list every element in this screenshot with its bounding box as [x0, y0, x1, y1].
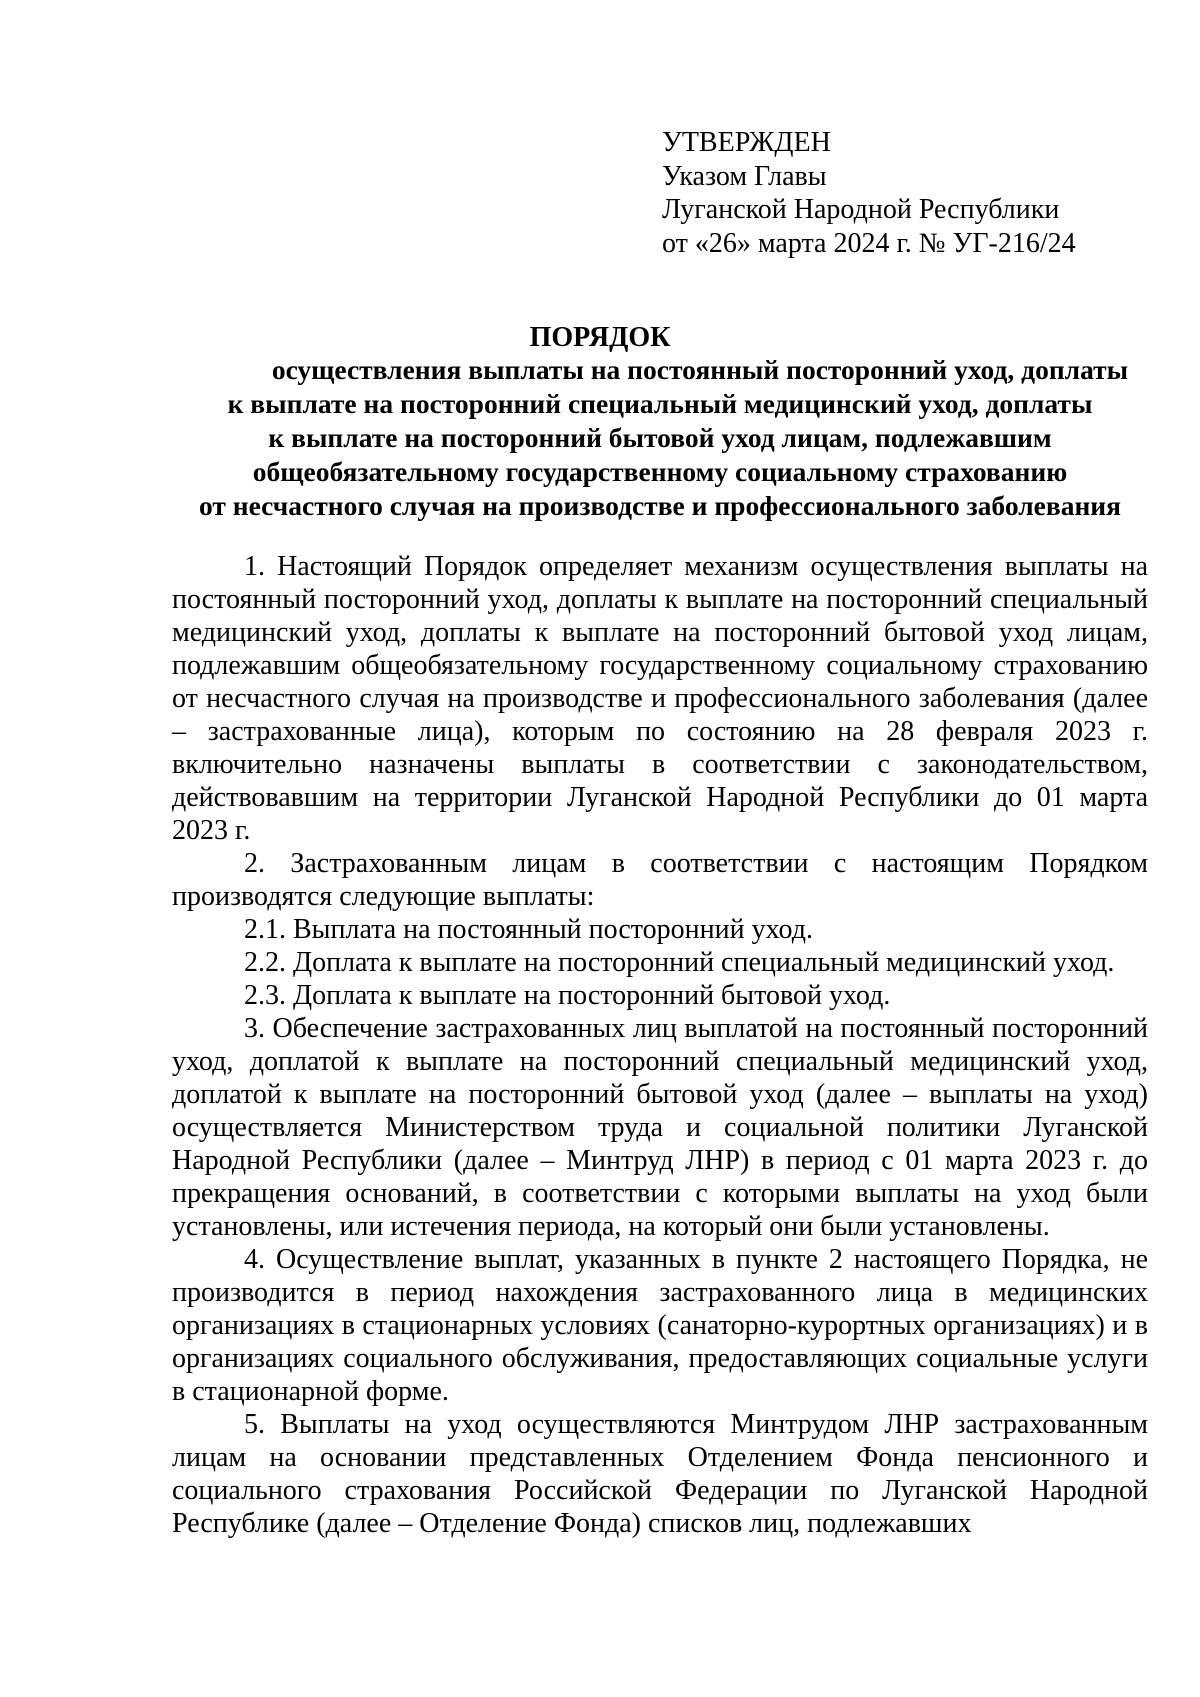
- subtitle-line: от несчастного случая на производстве и профессионального заболевания: [198, 490, 1122, 521]
- paragraph-2-3: 2.3. Доплата к выплате на посторонний бытовой уход.: [244, 980, 891, 1011]
- approval-block: [662, 126, 1076, 260]
- subtitle-line: к выплате на посторонний специальный медицинский уход, доплаты: [227, 388, 1093, 419]
- paragraph-2-1: 2.1. Выплата на постоянный посторонний уход.: [244, 914, 813, 945]
- subtitle-line: к выплате на посторонний бытовой уход лицам, подлежавшим: [268, 422, 1052, 453]
- paragraph-4: 4. Осуществление выплат, указанных в пункте 2 настоящего Порядка, не производится в период нахождения застрахованного лица в медицинских организациях в стационарных условиях (санаторно-курортных организациях) и в организациях социального обслуживания, предоставляющих социальные услуги в стационарной форме.: [172, 1244, 1148, 1407]
- document-body: [172, 550, 1148, 1540]
- subtitle-line: общеобязательному государственному социальному страхованию: [252, 456, 1068, 487]
- document-subtitle: [160, 353, 1160, 523]
- approval-status: УТВЕРЖДЕН: [662, 127, 831, 158]
- document-title: ПОРЯДОК: [529, 322, 671, 353]
- subtitle-line: осуществления выплаты на постоянный посторонний уход, доплаты: [271, 354, 1129, 385]
- paragraph-5: 5. Выплаты на уход осуществляются Минтрудом ЛНР застрахованным лицам на основании представленных Отделением Фонда пенсионного и социального страхования Российской Федерации по Луганской Народной Республике (далее – Отделение Фонда) списков лиц, подлежавших: [172, 1409, 1148, 1539]
- approval-date-number: от «26» марта 2024 г. № УГ-216/24: [662, 227, 1076, 259]
- approval-authority: Указом Главы: [662, 160, 827, 192]
- paragraph-1: 1. Настоящий Порядок определяет механизм осуществления выплаты на постоянный посторонний уход, доплаты к выплате на посторонний специальный медицинский уход, доплаты к выплате на посторонний бытовой уход лицам, подлежавшим общеобязательному государственному социальному страхованию от несчастного случая на производстве и профессионального заболевания (далее – застрахованные лица), которым по состоянию на 28 февраля 2023 г. включительно назначены выплаты в соответствии с законодательством, действовавшим на территории Луганской Народной Республики до 01 марта 2023 г.: [172, 551, 1148, 846]
- paragraph-3: 3. Обеспечение застрахованных лиц выплатой на постоянный посторонний уход, доплатой к выплате на посторонний специальный медицинский уход, доплатой к выплате на посторонний бытовой уход (далее – выплаты на уход) осуществляется Министерством труда и социальной политики Луганской Народной Республики (далее – Минтруд ЛНР) в период с 01 марта 2023 г. до прекращения оснований, в соответствии с которыми выплаты на уход были установлены, или истечения периода, на который они были установлены.: [172, 1013, 1148, 1242]
- paragraph-2-2: 2.2. Доплата к выплате на посторонний специальный медицинский уход.: [244, 947, 1115, 978]
- approval-republic: Луганской Народной Республики: [662, 194, 1060, 225]
- paragraph-2: 2. Застрахованным лицам в соответствии с настоящим Порядком производятся следующие выплаты:: [172, 848, 1148, 912]
